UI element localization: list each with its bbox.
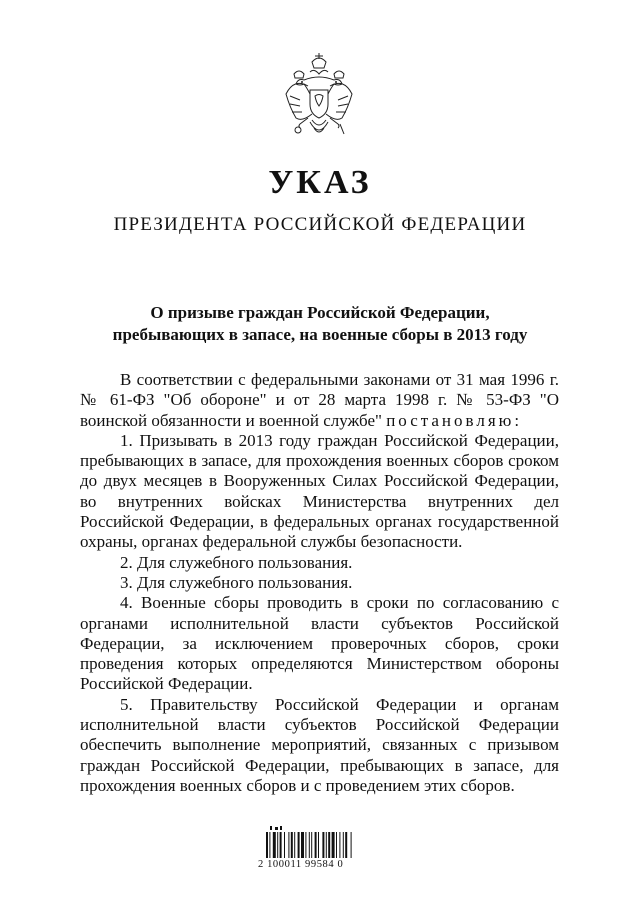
paragraph-2: 2. Для служебного пользования. [120,552,353,572]
heading-line: О призыве граждан Российской Федерации, [150,303,490,322]
barcode-bar [291,832,293,858]
heading-line: пребывающих в запасе, на военные сборы в 2013 году [112,325,528,344]
barcode-bar [343,832,344,858]
barcode-bar [301,832,304,858]
barcode-bar [288,832,289,858]
document-title: УКАЗ [268,164,372,201]
barcode-bar [266,832,268,858]
barcode-bar [294,832,295,858]
barcode-bar [336,832,337,858]
document-subtitle: ПРЕЗИДЕНТА РОССИЙСКОЙ ФЕДЕРАЦИИ [113,214,527,235]
barcode-number: 2 100011 99584 0 [258,859,344,870]
barcode-bar [277,832,278,858]
paragraph-1: 1. Призывать в 2013 году граждан Российской Федерации, пребывающих в запасе, для прохождения военных сборов сроком до двух месяцев в Вооруженных Силах Российской Федерации, во внутренних войсках Министерства внутренних дел Российской Федерации, в федеральных органах государственной охраны, органах федеральной службы безопасности. [80,430,559,552]
resolve-word: постановляю: [386,410,523,430]
paragraph-3: 3. Для служебного пользования. [120,572,353,592]
preamble-text: В соответствии с федеральными законами от 31 мая 1996 г. № 61-ФЗ "Об обороне" и от 28 марта 1998 г. № 53-ФЗ "О воинской обязанности и военной службе" [80,370,559,430]
barcode-bar [298,832,300,858]
barcode-bar [280,832,282,858]
barcode-bar [332,832,335,858]
barcode-bar [269,832,270,858]
russian-coat-of-arms-icon [282,52,356,144]
barcode-bar [328,832,330,858]
paragraph-4: 4. Военные сборы проводить в сроки по согласованию с органами исполнительной власти субъектов Российской Федерации, за исключением проверочных сборов, сроки проведения которых определяются Министерством обороны Российской Федерации. [80,593,559,694]
barcode-bar [273,832,276,858]
decree-body [80,370,559,796]
preamble-paragraph [80,370,559,431]
barcode-bar [326,832,327,858]
decree-heading [80,302,560,346]
barcode-bar [339,832,340,858]
barcode-bar [284,832,285,858]
barcode-bar [318,832,319,858]
barcode-bar [311,832,312,858]
barcode-bar [315,832,317,858]
barcode-bar [305,832,306,858]
barcode-bar [345,832,347,858]
paragraph-5: 5. Правительству Российской Федерации и органам исполнительной власти субъектов Российской Федерации обеспечить выполнение мероприятий, связанных с призывом граждан Российской Федерации, пребывающих в запасе, для прохождения военных сборов и с проведением этих сборов. [80,694,559,795]
barcode-bar [322,832,324,858]
barcode-bar [351,832,352,858]
barcode-bar [309,832,310,858]
